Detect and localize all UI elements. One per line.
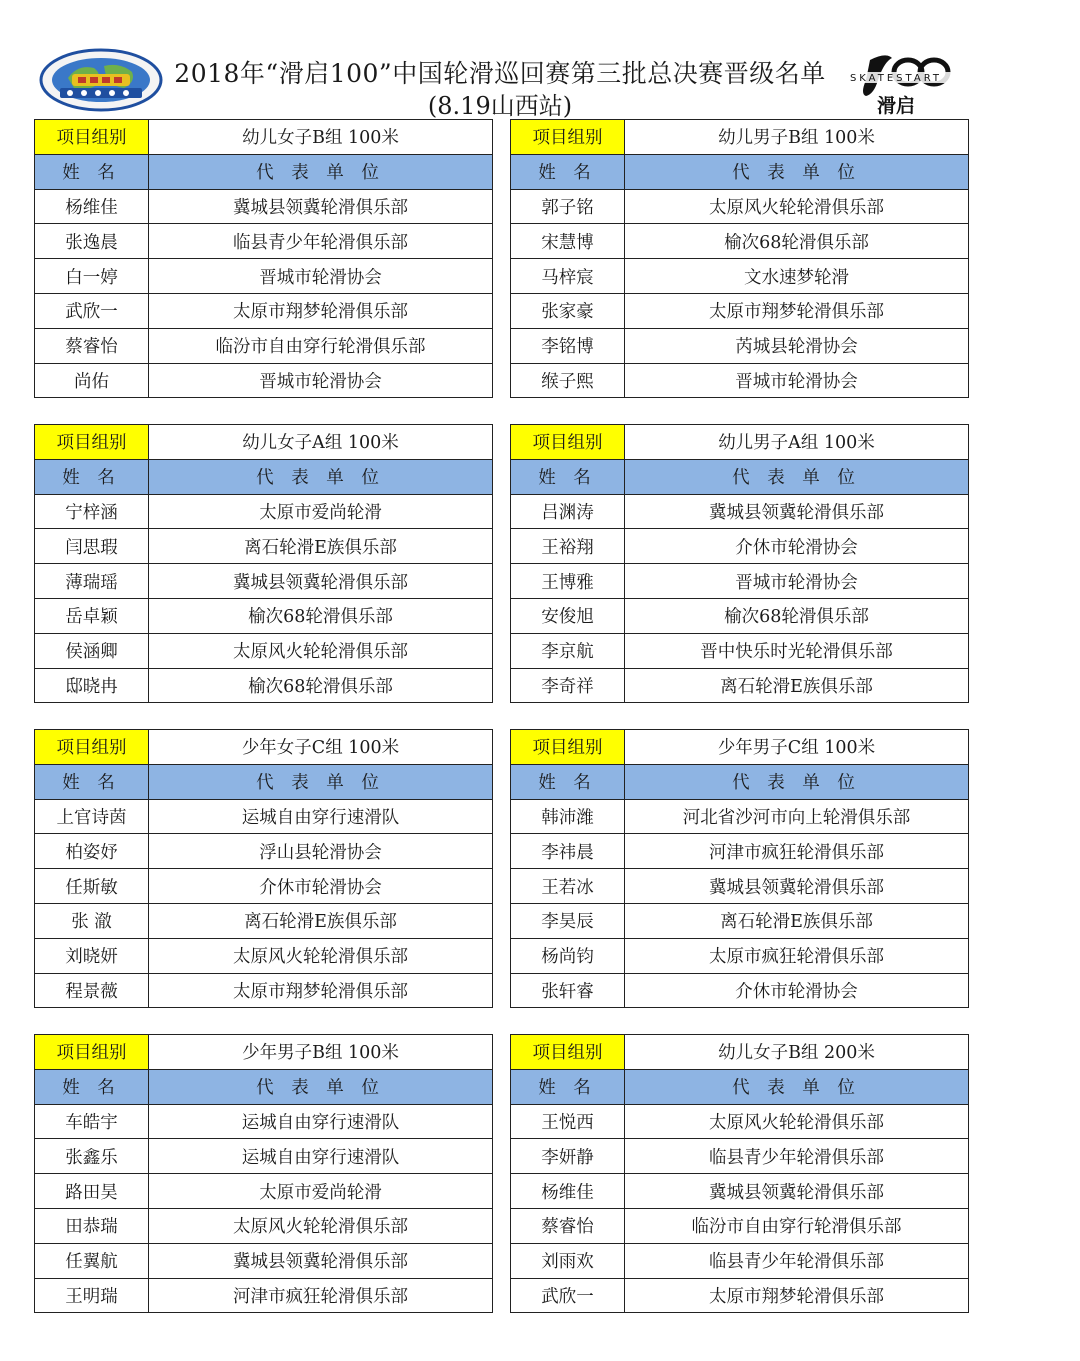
event-header-row [511,1035,969,1070]
column-header-name: 姓 名 [511,1069,625,1104]
column-header-row [511,764,969,799]
table-row [511,633,969,668]
athlete-name: 路田昊 [35,1174,149,1209]
column-header-name: 姓 名 [511,154,625,189]
athlete-name: 上官诗茵 [35,799,149,834]
column-header-name: 姓 名 [35,1069,149,1104]
column-header-row [35,764,493,799]
document-header [0,0,1080,120]
table-row [511,1208,969,1243]
event-group-label: 项目组别 [511,730,625,765]
athlete-name: 李昊辰 [511,903,625,938]
athlete-unit: 太原市爱尚轮滑 [149,1174,493,1209]
column-header-row [511,1069,969,1104]
athlete-name: 张家豪 [511,293,625,328]
table-row [511,189,969,224]
athlete-unit: 介休市轮滑协会 [149,869,493,904]
athlete-name: 杨维佳 [35,189,149,224]
column-header-unit: 代 表 单 位 [625,1069,969,1104]
table-row [35,494,493,529]
athlete-name: 杨尚钧 [511,938,625,973]
athlete-name: 蔡睿怡 [511,1208,625,1243]
athlete-unit: 离石轮滑E族俱乐部 [625,668,969,703]
table-row [35,973,493,1008]
athlete-name: 任翼航 [35,1243,149,1278]
event-table [510,119,969,398]
athlete-unit: 运城自由穿行速滑队 [149,799,493,834]
athlete-name: 柏姿妤 [35,834,149,869]
athlete-name: 张轩睿 [511,973,625,1008]
athlete-unit: 太原风火轮轮滑俱乐部 [149,633,493,668]
athlete-unit: 太原市翔梦轮滑俱乐部 [149,973,493,1008]
athlete-name: 吕渊涛 [511,494,625,529]
table-row [35,1104,493,1139]
event-group-label: 项目组别 [35,425,149,460]
event-table [34,424,493,703]
athlete-unit: 临县青少年轮滑俱乐部 [625,1243,969,1278]
table-row [511,564,969,599]
column-header-unit: 代 表 单 位 [625,459,969,494]
athlete-name: 刘雨欢 [511,1243,625,1278]
athlete-unit: 介休市轮滑协会 [625,529,969,564]
skatestart-logo-label: SKATESTART [849,73,943,84]
column-header-name: 姓 名 [35,154,149,189]
athlete-unit: 太原市爱尚轮滑 [149,494,493,529]
event-group-label: 项目组别 [35,1035,149,1070]
event-name: 少年女子C组 100米 [149,730,493,765]
athlete-unit: 冀城县领冀轮滑俱乐部 [625,1174,969,1209]
athlete-unit: 介休市轮滑协会 [625,973,969,1008]
event-table [34,1034,493,1313]
athlete-name: 宁梓涵 [35,494,149,529]
athlete-unit: 临汾市自由穿行轮滑俱乐部 [625,1208,969,1243]
athlete-name: 杨维佳 [511,1174,625,1209]
table-row [35,598,493,633]
athlete-name: 岳卓颖 [35,598,149,633]
table-row [511,1278,969,1313]
column-header-row [511,154,969,189]
event-group-label: 项目组别 [511,425,625,460]
event-header-row [511,730,969,765]
event-table [34,119,493,398]
event-name: 幼儿女子A组 100米 [149,425,493,460]
table-row [511,869,969,904]
athlete-name: 刘晓妍 [35,938,149,973]
athlete-name: 宋慧博 [511,224,625,259]
event-name: 幼儿男子B组 100米 [625,120,969,155]
athlete-name: 白一婷 [35,259,149,294]
athlete-unit: 榆次68轮滑俱乐部 [625,224,969,259]
event-name: 少年男子C组 100米 [625,730,969,765]
column-header-unit: 代 表 单 位 [625,154,969,189]
table-row [35,363,493,398]
athlete-unit: 太原市疯狂轮滑俱乐部 [625,938,969,973]
table-row [35,869,493,904]
athlete-unit: 晋城市轮滑协会 [625,564,969,599]
table-row [35,1139,493,1174]
table-row [35,799,493,834]
table-row [35,668,493,703]
athlete-unit: 运城自由穿行速滑队 [149,1104,493,1139]
table-row [35,903,493,938]
event-header-row [35,1035,493,1070]
column-header-unit: 代 表 单 位 [149,1069,493,1104]
athlete-name: 蔡睿怡 [35,328,149,363]
athlete-unit: 太原市翔梦轮滑俱乐部 [149,293,493,328]
athlete-name: 李铭博 [511,328,625,363]
table-row [35,189,493,224]
event-table [510,729,969,1008]
athlete-name: 王博雅 [511,564,625,599]
table-row [35,224,493,259]
athlete-name: 张鑫乐 [35,1139,149,1174]
roller-skating-association-logo-icon [38,48,164,112]
column-header-unit: 代 表 单 位 [625,764,969,799]
table-row [35,1208,493,1243]
athlete-name: 车皓宇 [35,1104,149,1139]
athlete-unit: 太原风火轮轮滑俱乐部 [149,1208,493,1243]
event-group-label: 项目组别 [511,120,625,155]
athlete-unit: 临汾市自由穿行轮滑俱乐部 [149,328,493,363]
athlete-name: 张逸晨 [35,224,149,259]
athlete-name: 闫思瑕 [35,529,149,564]
athlete-unit: 离石轮滑E族俱乐部 [149,903,493,938]
document-title: 2018年“滑启100”中国轮滑巡回赛第三批总决赛晋级名单 [174,59,826,88]
column-header-row [35,154,493,189]
athlete-unit: 太原风火轮轮滑俱乐部 [149,938,493,973]
athlete-name: 任斯敏 [35,869,149,904]
athlete-unit: 晋城市轮滑协会 [625,363,969,398]
column-header-name: 姓 名 [35,459,149,494]
athlete-name: 王裕翔 [511,529,625,564]
athlete-unit: 太原市翔梦轮滑俱乐部 [625,293,969,328]
athlete-unit: 冀城县领冀轮滑俱乐部 [149,1243,493,1278]
table-row [511,834,969,869]
event-header-row [511,425,969,460]
column-header-unit: 代 表 单 位 [149,459,493,494]
athlete-name: 田恭瑞 [35,1208,149,1243]
event-header-row [511,120,969,155]
event-name: 幼儿女子B组 200米 [625,1035,969,1070]
event-header-row [35,120,493,155]
athlete-unit: 运城自由穿行速滑队 [149,1139,493,1174]
athlete-unit: 榆次68轮滑俱乐部 [149,598,493,633]
table-row [35,328,493,363]
table-row [511,494,969,529]
athlete-unit: 冀城县领冀轮滑俱乐部 [149,564,493,599]
athlete-name: 薄瑞瑶 [35,564,149,599]
table-row [511,1174,969,1209]
table-row [511,938,969,973]
athlete-unit: 冀城县领冀轮滑俱乐部 [625,869,969,904]
athlete-name: 王若冰 [511,869,625,904]
table-row [35,1278,493,1313]
table-row [511,1139,969,1174]
event-header-row [35,730,493,765]
skatestart-100-logo-icon [826,50,966,118]
athlete-unit: 太原风火轮轮滑俱乐部 [625,189,969,224]
table-row [511,224,969,259]
event-table [510,424,969,703]
column-header-name: 姓 名 [511,459,625,494]
event-name: 幼儿女子B组 100米 [149,120,493,155]
athlete-unit: 河津市疯狂轮滑俱乐部 [149,1278,493,1313]
table-row [511,529,969,564]
athlete-unit: 临县青少年轮滑俱乐部 [625,1139,969,1174]
athlete-unit: 离石轮滑E族俱乐部 [149,529,493,564]
event-group-label: 项目组别 [35,730,149,765]
table-row [35,259,493,294]
event-group-label: 项目组别 [35,120,149,155]
athlete-unit: 太原风火轮轮滑俱乐部 [625,1104,969,1139]
athlete-name: 韩沛潍 [511,799,625,834]
athlete-unit: 浮山县轮滑协会 [149,834,493,869]
table-row [35,529,493,564]
table-row [511,668,969,703]
table-row [511,903,969,938]
column-header-unit: 代 表 单 位 [149,154,493,189]
athlete-name: 王悦西 [511,1104,625,1139]
athlete-name: 安俊旭 [511,598,625,633]
athlete-name: 张 澈 [35,903,149,938]
table-row [35,633,493,668]
athlete-unit: 离石轮滑E族俱乐部 [625,903,969,938]
table-row [511,363,969,398]
athlete-unit: 芮城县轮滑协会 [625,328,969,363]
athlete-name: 武欣一 [35,293,149,328]
athlete-name: 程景薇 [35,973,149,1008]
table-row [511,973,969,1008]
athlete-name: 李京航 [511,633,625,668]
athlete-name: 李妍静 [511,1139,625,1174]
table-row [511,598,969,633]
athlete-name: 李祎晨 [511,834,625,869]
athlete-name: 王明瑞 [35,1278,149,1313]
athlete-unit: 冀城县领冀轮滑俱乐部 [625,494,969,529]
table-row [35,293,493,328]
athlete-unit: 太原市翔梦轮滑俱乐部 [625,1278,969,1313]
column-header-name: 姓 名 [511,764,625,799]
column-header-row [511,459,969,494]
document-subtitle: (8.19山西站) [427,92,573,120]
athlete-unit: 河北省沙河市向上轮滑俱乐部 [625,799,969,834]
athlete-unit: 晋城市轮滑协会 [149,259,493,294]
athlete-unit: 临县青少年轮滑俱乐部 [149,224,493,259]
athlete-unit: 河津市疯狂轮滑俱乐部 [625,834,969,869]
athlete-name: 马梓宸 [511,259,625,294]
athlete-unit: 榆次68轮滑俱乐部 [625,598,969,633]
table-row [511,259,969,294]
athlete-unit: 榆次68轮滑俱乐部 [149,668,493,703]
column-header-unit: 代 表 单 位 [149,764,493,799]
table-row [35,938,493,973]
event-name: 少年男子B组 100米 [149,1035,493,1070]
table-row [511,293,969,328]
athlete-name: 武欣一 [511,1278,625,1313]
event-table [34,729,493,1008]
athlete-name: 郭子铭 [511,189,625,224]
skatestart-logo-hanzi: 滑启 [876,95,916,117]
athlete-name: 缑子熙 [511,363,625,398]
athlete-unit: 晋中快乐时光轮滑俱乐部 [625,633,969,668]
table-row [35,1243,493,1278]
athlete-unit: 文水速梦轮滑 [625,259,969,294]
event-group-label: 项目组别 [511,1035,625,1070]
column-header-row [35,1069,493,1104]
athlete-name: 侯涵卿 [35,633,149,668]
table-row [35,1174,493,1209]
athlete-name: 邸晓冉 [35,668,149,703]
table-row [511,1104,969,1139]
athlete-unit: 晋城市轮滑协会 [149,363,493,398]
event-table [510,1034,969,1313]
column-header-name: 姓 名 [35,764,149,799]
table-row [35,564,493,599]
table-row [511,1243,969,1278]
athlete-name: 李奇祥 [511,668,625,703]
athlete-unit: 冀城县领冀轮滑俱乐部 [149,189,493,224]
table-row [511,328,969,363]
athlete-name: 尚佑 [35,363,149,398]
column-header-row [35,459,493,494]
event-name: 幼儿男子A组 100米 [625,425,969,460]
event-header-row [35,425,493,460]
table-row [35,834,493,869]
table-row [511,799,969,834]
